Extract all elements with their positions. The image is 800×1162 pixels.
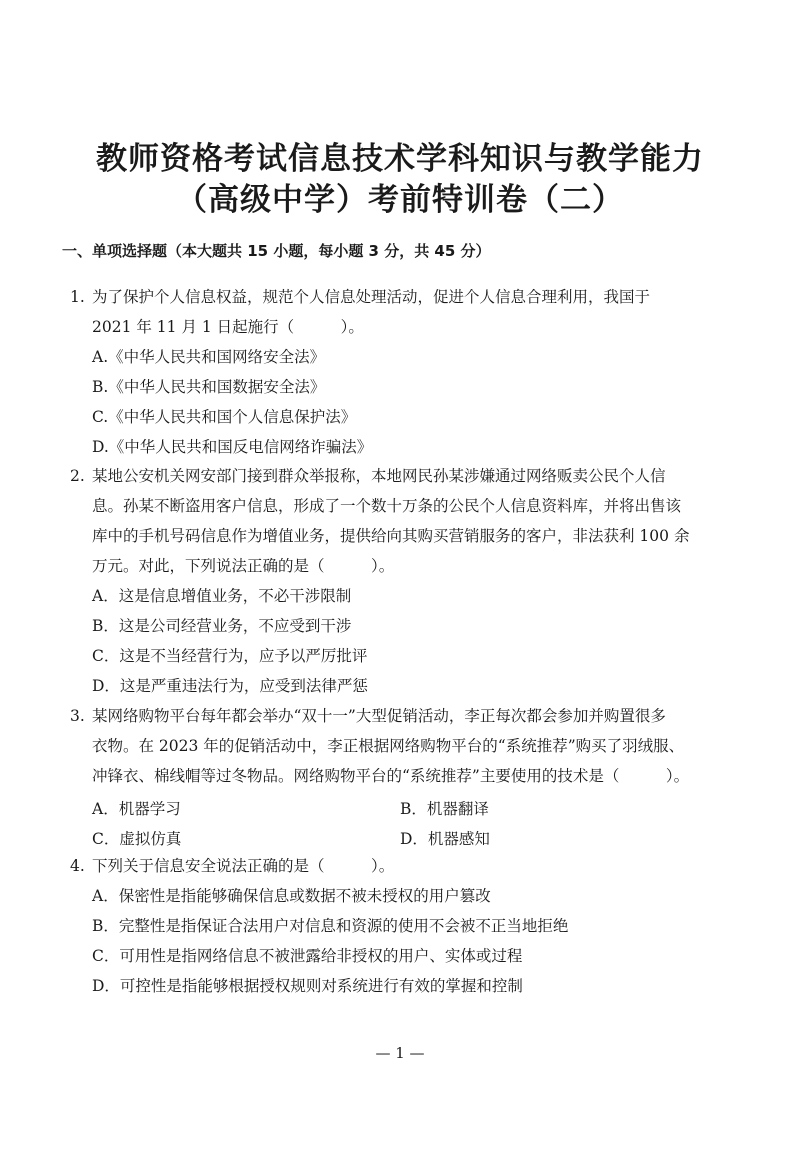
question-stem-line: 冲锋衣、棉线帽等过冬物品。网络购物平台的“系统推荐”主要使用的技术是（ ）。	[92, 767, 690, 785]
option-a: A．保密性是指能够确保信息或数据不被未授权的用户篡改	[92, 887, 491, 905]
question-stem-line: 某网络购物平台每年都会举办“双十一”大型促销活动，李正每次都会参加并购置很多	[92, 707, 666, 725]
page-number: — 1 —	[375, 1044, 425, 1062]
option-d: D.《中华人民共和国反电信网络诈骗法》	[92, 438, 373, 456]
question-stem-line: 衣物。在 2023 年的促销活动中，李正根据网络购物平台的“系统推荐”购买了羽绒服、	[92, 737, 685, 755]
question-stem-line: 万元。对此，下列说法正确的是（ ）。	[92, 557, 395, 575]
option-b: B.《中华人民共和国数据安全法》	[92, 378, 326, 396]
question-4	[70, 851, 730, 1001]
exam-title-line1: 教师资格考试信息技术学科知识与教学能力	[96, 141, 704, 177]
question-number: 3.	[70, 707, 85, 725]
option-c: C．这是不当经营行为，应予以严厉批评	[92, 647, 368, 665]
question-stem-line: 下列关于信息安全说法正确的是（ ）。	[92, 857, 395, 875]
option-c: C．可用性是指网络信息不被泄露给非授权的用户、实体或过程	[92, 947, 523, 965]
option-d: D．可控性是指能够根据授权规则对系统进行有效的掌握和控制	[92, 977, 523, 995]
option-a: A.《中华人民共和国网络安全法》	[92, 348, 326, 366]
question-stem-line: 为了保护个人信息权益，规范个人信息处理活动，促进个人信息合理利用，我国于	[92, 288, 651, 306]
option-d: D．机器感知	[400, 830, 490, 848]
option-c: C.《中华人民共和国个人信息保护法》	[92, 408, 357, 426]
option-b: B．机器翻译	[400, 800, 489, 818]
question-stem-line: 息。孙某不断盗用客户信息，形成了一个数十万条的公民个人信息资料库，并将出售该	[92, 497, 682, 515]
question-number: 4.	[70, 857, 85, 875]
question-2	[70, 461, 730, 701]
question-stem-line: 2021 年 11 月 1 日起施行（ ）。	[92, 318, 364, 336]
option-b: B．这是公司经营业务，不应受到干涉	[92, 617, 352, 635]
section-heading: 一、单项选择题（本大题共 15 小题，每小题 3 分，共 45 分）	[62, 242, 491, 260]
option-d: D．这是严重违法行为，应受到法律严惩	[92, 677, 368, 695]
question-3	[70, 701, 730, 791]
option-a: A．这是信息增值业务，不必干涉限制	[92, 587, 352, 605]
exam-title-line2: （高级中学）考前特训卷（二）	[176, 182, 624, 218]
option-a: A．机器学习	[92, 800, 181, 818]
option-c: C．虚拟仿真	[92, 830, 182, 848]
question-number: 2.	[70, 467, 85, 485]
question-1	[70, 282, 730, 462]
question-stem-line: 某地公安机关网安部门接到群众举报称，本地网民孙某涉嫌通过网络贩卖公民个人信	[92, 467, 666, 485]
question-number: 1.	[70, 288, 85, 306]
question-stem-line: 库中的手机号码信息作为增值业务，提供给向其购买营销服务的客户，非法获利 100 余	[92, 527, 690, 545]
option-b: B．完整性是指保证合法用户对信息和资源的使用不会被不正当地拒绝	[92, 917, 569, 935]
